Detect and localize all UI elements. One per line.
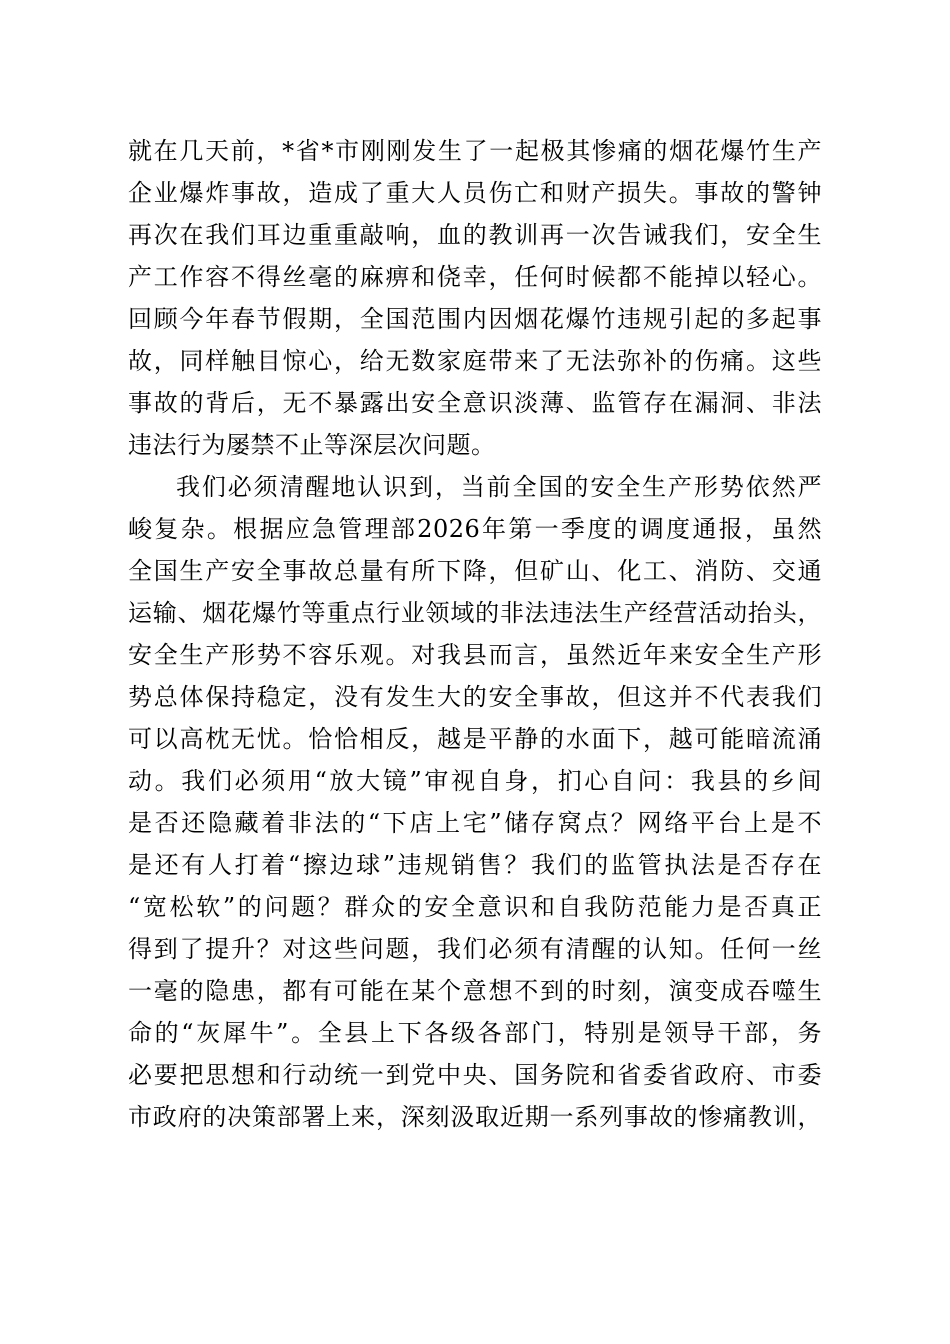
text-line: 就在几天前，*省*市刚刚发生了一起极其惨痛的烟花爆竹生产 xyxy=(128,137,822,165)
text-line: 运输、烟花爆竹等重点行业领域的非法违法生产经营活动抬头， xyxy=(128,599,822,627)
text-line: 得到了提升？对这些问题，我们必须有清醒的认知。任何一丝 xyxy=(128,935,822,963)
text-line: 违法行为屡禁不止等深层次问题。 xyxy=(128,431,496,459)
text-line: 回顾今年春节假期，全国范围内因烟花爆竹违规引起的多起事 xyxy=(128,305,822,333)
text-line: 安全生产形势不容乐观。对我县而言，虽然近年来安全生产形 xyxy=(128,641,822,669)
text-line: “宽松软”的问题？群众的安全意识和自我防范能力是否真正 xyxy=(128,893,822,921)
text-line: 故，同样触目惊心，给无数家庭带来了无法弥补的伤痛。这些 xyxy=(128,347,822,375)
text-line: 必要把思想和行动统一到党中央、国务院和省委省政府、市委 xyxy=(128,1061,822,1089)
text-line: 可以高枕无忧。恰恰相反，越是平静的水面下，越可能暗流涌 xyxy=(128,725,822,753)
text-line: 峻复杂。根据应急管理部2026年第一季度的调度通报，虽然 xyxy=(128,515,822,543)
text-line: 势总体保持稳定，没有发生大的安全事故，但这并不代表我们 xyxy=(128,683,822,711)
text-line: 市政府的决策部署上来，深刻汲取近期一系列事故的惨痛教训， xyxy=(128,1103,822,1131)
text-line: 事故的背后，无不暴露出安全意识淡薄、监管存在漏洞、非法 xyxy=(128,389,822,417)
text-line: 命的“灰犀牛”。全县上下各级各部门，特别是领导干部，务 xyxy=(128,1019,822,1047)
text-line: 动。我们必须用“放大镜”审视自身，扪心自问：我县的乡间 xyxy=(128,767,822,795)
text-line: 全国生产安全事故总量有所下降，但矿山、化工、消防、交通 xyxy=(128,557,822,585)
text-line: 是否还隐藏着非法的“下店上宅”储存窝点？网络平台上是不 xyxy=(128,809,822,837)
text-line: 我们必须清醒地认识到，当前全国的安全生产形势依然严 xyxy=(176,473,822,501)
text-line: 一毫的隐患，都有可能在某个意想不到的时刻，演变成吞噬生 xyxy=(128,977,822,1005)
text-line: 企业爆炸事故，造成了重大人员伤亡和财产损失。事故的警钟 xyxy=(128,179,822,207)
text-line: 产工作容不得丝毫的麻痹和侥幸，任何时候都不能掉以轻心。 xyxy=(128,263,822,291)
text-line: 再次在我们耳边重重敲响，血的教训再一次告诫我们，安全生 xyxy=(128,221,822,249)
body-text xyxy=(128,130,822,1138)
text-line: 是还有人打着“擦边球”违规销售？我们的监管执法是否存在 xyxy=(128,851,822,879)
